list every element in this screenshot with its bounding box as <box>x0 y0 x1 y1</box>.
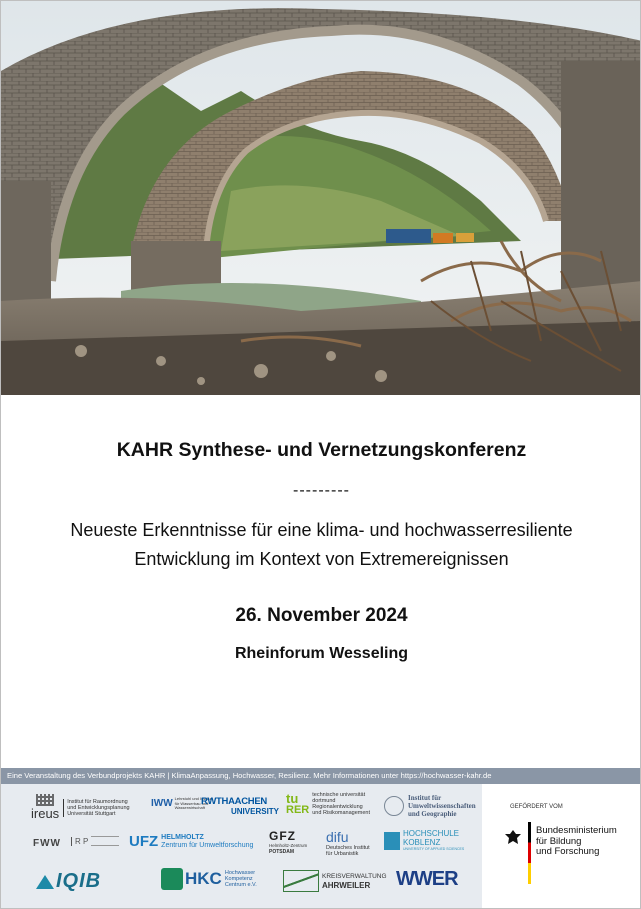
gfz-logo: GFZ Helmholtz-Zentrum POTSDAM <box>269 829 308 855</box>
hochschule-koblenz-logo: HOCHSCHULE KOBLENZ UNIVERSITY OF APPLIED SCIENCES <box>384 830 464 851</box>
rp-lines-icon <box>91 836 119 846</box>
ireus-logo: ireus Institut für Raumordnung und Entwicklungsplanung Universität Stuttgart <box>31 794 130 821</box>
federal-eagle-icon <box>504 828 522 846</box>
ireus-grid-icon <box>36 794 54 806</box>
subtitle-line-1: Neueste Erkenntnisse für eine klima- und hochwasserresiliente <box>70 520 573 540</box>
separator: --------- <box>293 482 350 499</box>
event-date: 26. November 2024 <box>235 605 408 626</box>
title-block <box>1 395 641 768</box>
bridge-photo <box>1 1 641 395</box>
conference-subtitle <box>1 516 641 574</box>
sponsor-block <box>482 784 641 909</box>
conference-title: KAHR Synthese- und Vernetzungskonferenz <box>116 439 527 461</box>
ufz-logo: UFZ HELMHOLTZ Zentrum für Umweltforschung <box>129 833 254 850</box>
event-venue: Rheinforum Wesseling <box>234 645 409 662</box>
tu-dortmund-logo: tu RER technische universität dortmund Regionalentwicklung und Risikomanagement <box>286 790 371 816</box>
iww-logo: IWW Lehrstuhl und Institut für Wasserbau und Wasserwirtschaft <box>151 796 212 810</box>
kreisverwaltung-logo: KREISVERWALTUNG AHRWEILER <box>283 870 387 892</box>
sponsor-label: GEFÖRDERT VOM <box>510 804 563 810</box>
iqib-logo: IQIB <box>36 870 101 893</box>
rwth-logo: RWTHAACHEN UNIVERSITY <box>201 796 280 816</box>
flag-stripe <box>528 822 531 884</box>
hsk-square-icon <box>384 832 400 850</box>
subtitle-line-2: Entwicklung im Kontext von Extremereignissen <box>134 549 509 569</box>
hkc-wave-icon <box>161 868 183 890</box>
partner-logos <box>1 784 482 909</box>
rp-logo: R P <box>71 836 119 846</box>
landscape-icon <box>283 870 319 892</box>
difu-logo: difu Deutsches Institut für Urbanistik <box>326 829 370 857</box>
wwer-logo: WWER <box>396 868 458 890</box>
info-banner: Eine Veranstaltung des Verbundprojekts KAHR | KlimaAnpassung, Hochwasser, Resilienz. Mehr Informationen unter https://hochwasser-kahr.de <box>1 768 641 784</box>
ministry-name: Bundesministerium für Bildung und Forschung <box>536 825 617 857</box>
iqib-arrow-icon <box>36 875 54 889</box>
geographie-logo: Institut für Umweltwissenschaften und Geographie <box>384 794 476 818</box>
hkc-logo: HKC Hochwasser Kompetenz Centrum e.V. <box>161 868 257 890</box>
seal-icon <box>384 796 404 816</box>
fww-logo: FWW <box>33 838 61 849</box>
